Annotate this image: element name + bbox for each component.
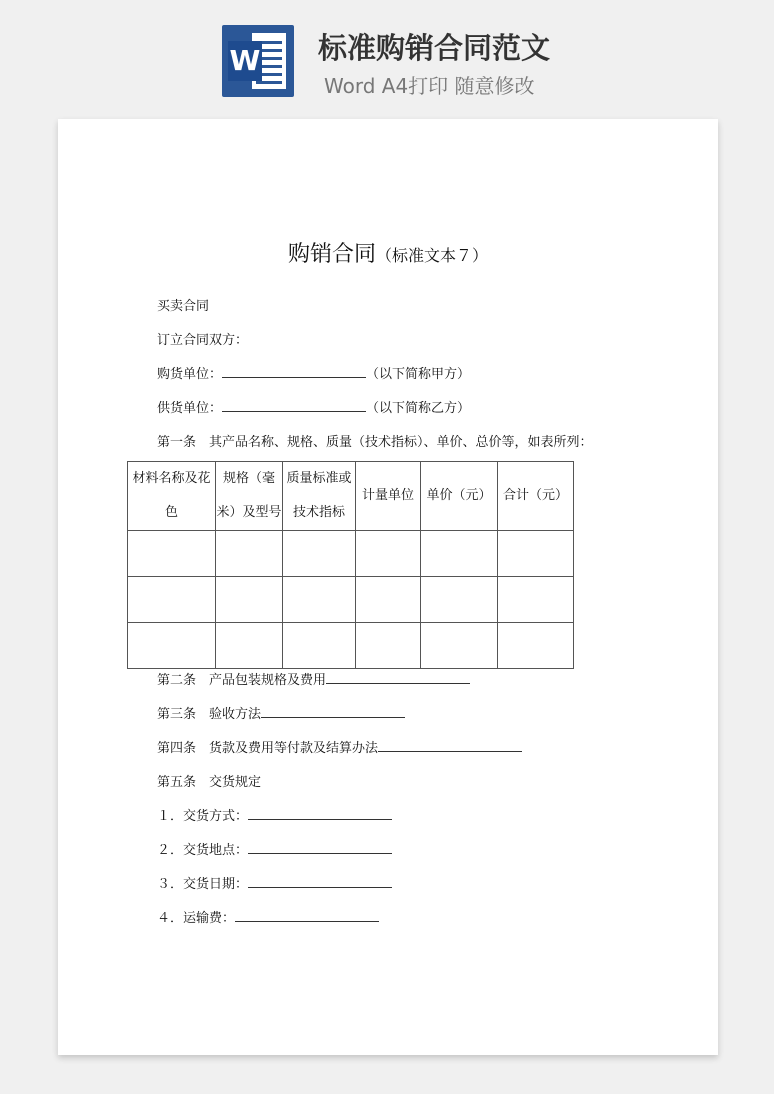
col-header-spec: 规格（毫 米）及型号 bbox=[216, 462, 283, 531]
document-page bbox=[58, 119, 718, 1055]
table-row bbox=[128, 577, 574, 623]
delivery-place-blank[interactable] bbox=[248, 841, 392, 854]
freight-label: ４．运输费： bbox=[157, 911, 236, 926]
article-2-blank[interactable] bbox=[326, 671, 470, 684]
delivery-method-line bbox=[157, 805, 392, 824]
col-header-material: 材料名称及花 色 bbox=[128, 462, 216, 531]
article-3-line bbox=[157, 703, 405, 722]
delivery-date-line bbox=[157, 873, 392, 892]
table-cell[interactable] bbox=[421, 577, 498, 623]
article-4-line bbox=[157, 737, 522, 756]
article-2-line bbox=[157, 669, 470, 688]
table-cell[interactable] bbox=[356, 577, 421, 623]
table-cell[interactable] bbox=[498, 531, 574, 577]
table-cell[interactable] bbox=[356, 531, 421, 577]
table-cell[interactable] bbox=[498, 577, 574, 623]
table-cell[interactable] bbox=[498, 623, 574, 669]
table-cell[interactable] bbox=[356, 623, 421, 669]
article-3-blank[interactable] bbox=[261, 705, 405, 718]
header-title: 标准购销合同范文 bbox=[318, 31, 551, 65]
table-cell[interactable] bbox=[216, 531, 283, 577]
table-cell[interactable] bbox=[128, 577, 216, 623]
article-3: 第三条 验收方法 bbox=[157, 707, 262, 722]
freight-line bbox=[157, 907, 379, 926]
buyer-note: （以下简称甲方） bbox=[366, 367, 471, 382]
contract-type-line: 买卖合同 bbox=[157, 299, 210, 314]
seller-blank[interactable] bbox=[222, 399, 366, 412]
table-cell[interactable] bbox=[216, 623, 283, 669]
delivery-date-label: ３．交货日期： bbox=[157, 877, 249, 892]
col-header-price: 单价（元） bbox=[421, 462, 498, 531]
article-2: 第二条 产品包装规格及费用 bbox=[157, 673, 327, 688]
header-subtitle: Word A4打印 随意修改 bbox=[324, 74, 535, 98]
delivery-place-label: ２．交货地点： bbox=[157, 843, 249, 858]
seller-label: 供货单位： bbox=[157, 401, 223, 416]
delivery-date-blank[interactable] bbox=[248, 875, 392, 888]
freight-blank[interactable] bbox=[235, 909, 379, 922]
word-icon-letter: W bbox=[228, 41, 262, 81]
word-app-icon bbox=[222, 25, 294, 97]
delivery-method-blank[interactable] bbox=[248, 807, 392, 820]
col-header-quality: 质量标准或 技术指标 bbox=[283, 462, 356, 531]
page-header bbox=[0, 0, 774, 112]
table-cell[interactable] bbox=[283, 623, 356, 669]
col-header-unit: 计量单位 bbox=[356, 462, 421, 531]
table-cell[interactable] bbox=[421, 623, 498, 669]
delivery-place-line bbox=[157, 839, 392, 858]
table-cell[interactable] bbox=[421, 531, 498, 577]
table-cell[interactable] bbox=[283, 577, 356, 623]
seller-line bbox=[157, 397, 470, 416]
table-cell[interactable] bbox=[216, 577, 283, 623]
document-title-note: （标准文本７） bbox=[376, 246, 489, 265]
col-header-total: 合计（元） bbox=[498, 462, 574, 531]
article-4-blank[interactable] bbox=[378, 739, 522, 752]
product-table bbox=[127, 461, 574, 669]
table-cell[interactable] bbox=[128, 623, 216, 669]
table-row bbox=[128, 531, 574, 577]
article-4: 第四条 货款及费用等付款及结算办法 bbox=[157, 741, 379, 756]
buyer-label: 购货单位： bbox=[157, 367, 223, 382]
document-title bbox=[58, 237, 718, 268]
table-cell[interactable] bbox=[283, 531, 356, 577]
delivery-method-label: １．交货方式： bbox=[157, 809, 249, 824]
article-5: 第五条 交货规定 bbox=[157, 775, 262, 790]
table-row bbox=[128, 623, 574, 669]
document-title-main: 购销合同 bbox=[287, 242, 376, 267]
seller-note: （以下简称乙方） bbox=[366, 401, 471, 416]
article-1: 第一条 其产品名称、规格、质量（技术指标）、单价、总价等，如表所列： bbox=[157, 435, 593, 450]
table-cell[interactable] bbox=[128, 531, 216, 577]
table-header-row bbox=[128, 462, 574, 531]
parties-line: 订立合同双方： bbox=[157, 333, 249, 348]
buyer-blank[interactable] bbox=[222, 365, 366, 378]
buyer-line bbox=[157, 363, 470, 382]
